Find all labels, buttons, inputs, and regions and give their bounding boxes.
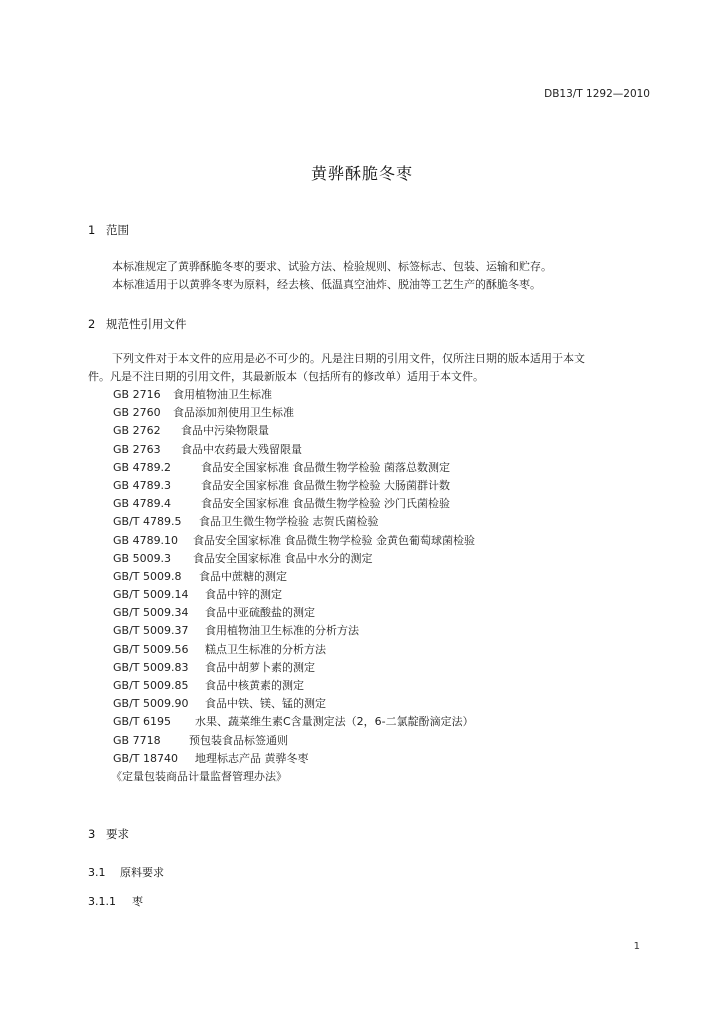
reference-name: 糕点卫生标准的分析方法 — [205, 642, 326, 656]
reference-name: 食品安全国家标准 食品微生物学检验 沙门氏菌检验 — [201, 497, 450, 511]
paragraph-line: 件。凡是不注日期的引用文件，其最新版本（包括所有的修改单）适用于本文件。 — [88, 370, 484, 383]
reference-code: GB 4789.3 — [113, 478, 172, 492]
reference-item — [113, 441, 475, 459]
reference-code: GB/T 4789.5 — [113, 515, 182, 529]
reference-name: 预包装食品标签通则 — [189, 733, 288, 747]
reference-code: GB 2763 — [113, 442, 161, 456]
reference-item — [113, 495, 475, 513]
reference-item — [113, 532, 475, 550]
paragraph-line: 下列文件对于本文件的应用是必不可少的。凡是注日期的引用文件，仅所注日期的版本适用于本文 — [112, 352, 585, 365]
reference-name: 食品安全国家标准 食品微生物学检验 大肠菌群计数 — [201, 478, 450, 492]
subsection-title: 原料要求 — [120, 866, 164, 879]
reference-code: GB/T 5009.37 — [113, 624, 189, 638]
reference-name: 食用植物油卫生标准的分析方法 — [205, 624, 359, 638]
reference-item — [113, 713, 475, 731]
reference-code: GB/T 5009.8 — [113, 569, 182, 583]
subsection-title: 枣 — [132, 895, 143, 908]
reference-item — [113, 404, 475, 422]
reference-name: 食品中亚硫酸盐的测定 — [205, 606, 315, 620]
reference-item — [113, 659, 475, 677]
section-3-heading — [88, 826, 129, 842]
reference-item — [113, 568, 475, 586]
reference-item — [113, 622, 475, 640]
section-number: 3 — [88, 827, 96, 841]
reference-code: GB 4789.10 — [113, 533, 179, 547]
reference-name: 食品添加剂使用卫生标准 — [173, 406, 294, 420]
reference-name: 食品中核黄素的测定 — [205, 679, 304, 692]
reference-item — [113, 422, 475, 440]
reference-code: GB 2760 — [113, 406, 161, 420]
reference-code: GB 7718 — [113, 733, 161, 747]
reference-name: 食品中蔗糖的测定 — [199, 569, 287, 583]
document-title: 黄骅酥脆冬枣 — [310, 164, 413, 183]
reference-item — [113, 604, 475, 622]
reference-name: 食品中污染物限量 — [181, 424, 269, 438]
reference-code: GB 5009.3 — [113, 551, 172, 565]
standard-code: DB13/T 1292—2010 — [544, 88, 650, 100]
reference-code: GB/T 5009.83 — [113, 660, 189, 674]
reference-item — [113, 695, 475, 713]
section-title: 要求 — [106, 827, 129, 841]
subsection-number: 3.1 — [88, 866, 106, 879]
reference-item — [113, 550, 475, 568]
reference-name: 食用植物油卫生标准 — [173, 388, 272, 401]
subsection-3-1-heading — [88, 864, 164, 880]
reference-code: GB/T 5009.14 — [113, 588, 189, 602]
paragraph: 本标准适用于以黄骅冬枣为原料，经去核、低温真空油炸、脱油等工艺生产的酥脆冬枣。 — [112, 278, 541, 291]
reference-list — [113, 386, 475, 786]
reference-item — [113, 750, 475, 768]
reference-item — [113, 386, 475, 404]
reference-code: GB/T 18740 — [113, 751, 178, 765]
page-number: 1 — [633, 941, 640, 952]
reference-item — [113, 477, 475, 495]
section-1-heading — [88, 222, 129, 238]
reference-name: 地理标志产品 黄骅冬枣 — [195, 751, 309, 765]
reference-item — [111, 768, 475, 786]
reference-name: 《定量包装商品计量监督管理办法》 — [111, 769, 287, 783]
section-title: 规范性引用文件 — [106, 317, 187, 331]
reference-item — [113, 513, 475, 531]
reference-item — [113, 677, 475, 695]
subsection-3-1-1-heading — [88, 893, 143, 909]
reference-item — [113, 732, 475, 750]
reference-name: 食品中农药最大残留限量 — [181, 442, 302, 456]
reference-code: GB/T 5009.90 — [113, 697, 189, 711]
reference-name: 食品卫生微生物学检验 志贺氏菌检验 — [199, 515, 379, 529]
paragraph: 本标准规定了黄骅酥脆冬枣的要求、试验方法、检验规则、标签标志、包装、运输和贮存。 — [112, 260, 552, 273]
reference-code: GB/T 5009.56 — [113, 642, 189, 656]
reference-code: GB 2762 — [113, 424, 161, 438]
section-number: 2 — [88, 317, 96, 331]
section-2-heading — [88, 316, 187, 332]
reference-name: 食品中铁、镁、锰的测定 — [205, 697, 326, 711]
reference-code: GB/T 5009.34 — [113, 606, 189, 620]
reference-code: GB/T 6195 — [113, 715, 171, 729]
subsection-number: 3.1.1 — [88, 895, 116, 908]
reference-name: 食品安全国家标准 食品中水分的测定 — [193, 551, 373, 565]
reference-code: GB/T 5009.85 — [113, 679, 189, 692]
section-number: 1 — [88, 223, 96, 237]
reference-name: 食品安全国家标准 食品微生物学检验 金黄色葡萄球菌检验 — [193, 533, 475, 547]
reference-item — [113, 641, 475, 659]
reference-item — [113, 459, 475, 477]
section-title: 范围 — [106, 223, 129, 237]
reference-code: GB 2716 — [113, 388, 161, 401]
reference-code: GB 4789.4 — [113, 497, 172, 511]
reference-code: GB 4789.2 — [113, 460, 172, 474]
section-1-body — [88, 258, 658, 294]
section-2-intro — [88, 350, 658, 386]
reference-item — [113, 586, 475, 604]
reference-name: 水果、蔬菜维生素C含量测定法（2，6-二氯靛酚滴定法） — [195, 715, 474, 729]
reference-name: 食品安全国家标准 食品微生物学检验 菌落总数测定 — [201, 460, 450, 474]
reference-name: 食品中锌的测定 — [205, 588, 282, 602]
reference-name: 食品中胡萝卜素的测定 — [205, 660, 315, 674]
